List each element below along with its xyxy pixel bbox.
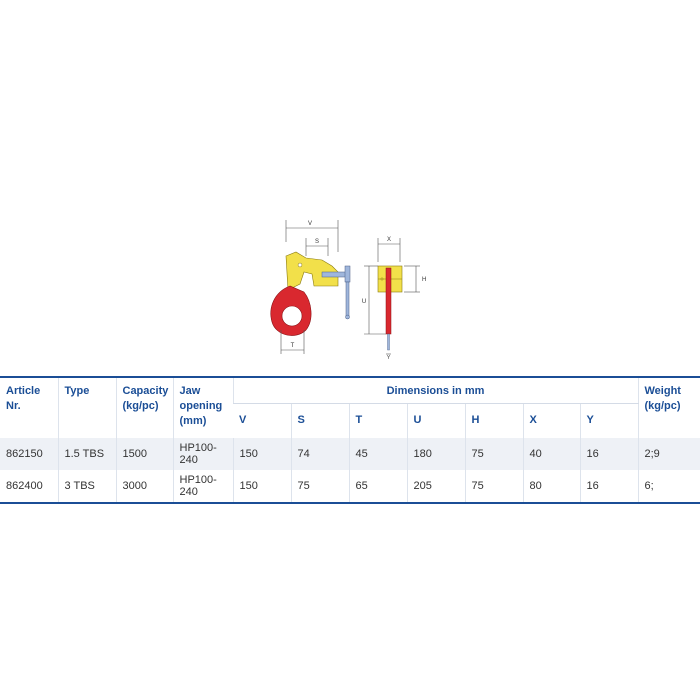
dim-label-u: U bbox=[361, 299, 367, 305]
cell-dim-x: 80 bbox=[523, 470, 580, 503]
dim-label-x: X bbox=[386, 237, 392, 243]
clamp-bolt bbox=[322, 272, 346, 277]
header-article: Article Nr. bbox=[0, 377, 58, 438]
table-row bbox=[0, 470, 700, 503]
cell-dim-v: 150 bbox=[233, 470, 291, 503]
header-dim-h: H bbox=[465, 404, 523, 439]
cell-jaw-opening: HP100-240 bbox=[173, 470, 233, 503]
cell-dim-u: 205 bbox=[407, 470, 465, 503]
cell-dim-x: 40 bbox=[523, 438, 580, 470]
header-dim-s: S bbox=[291, 404, 349, 439]
header-jaw-opening: Jaw opening (mm) bbox=[173, 377, 233, 438]
header-dim-y: Y bbox=[580, 404, 638, 439]
header-dim-v: V bbox=[239, 414, 247, 426]
cell-dim-t: 45 bbox=[349, 438, 407, 470]
specification-table bbox=[0, 376, 700, 504]
cell-article: 862400 bbox=[0, 470, 58, 503]
cell-dim-s: 75 bbox=[291, 470, 349, 503]
cell-dim-h: 75 bbox=[465, 470, 523, 503]
cell-weight: 6; bbox=[638, 470, 700, 503]
cell-type: 1.5 TBS bbox=[58, 438, 116, 470]
front-eye-plate bbox=[386, 268, 391, 334]
cell-dim-s: 74 bbox=[291, 438, 349, 470]
cell-weight: 2;9 bbox=[638, 438, 700, 470]
cell-type: 3 TBS bbox=[58, 470, 116, 503]
header-dim-u: U bbox=[407, 404, 465, 439]
header-capacity: Capacity (kg/pc) bbox=[116, 377, 173, 438]
cell-dim-t: 65 bbox=[349, 470, 407, 503]
cell-article: 862150 bbox=[0, 438, 58, 470]
beam-clamp-diagram bbox=[260, 212, 440, 362]
header-dimensions: Dimensions in mm bbox=[233, 377, 638, 404]
cell-dim-v: 150 bbox=[233, 438, 291, 470]
header-dim-t: T bbox=[349, 404, 407, 439]
dim-label-y: Y bbox=[386, 355, 391, 361]
header-dim-x: X bbox=[523, 404, 580, 439]
cell-dim-y: 16 bbox=[580, 438, 638, 470]
front-view bbox=[362, 237, 427, 361]
cell-dim-y: 16 bbox=[580, 470, 638, 503]
dim-label-h: H bbox=[422, 277, 427, 283]
side-view bbox=[271, 220, 350, 354]
header-weight: Weight (kg/pc) bbox=[638, 377, 700, 438]
cell-dim-h: 75 bbox=[465, 438, 523, 470]
dim-label-s: S bbox=[314, 239, 320, 245]
cell-dim-u: 180 bbox=[407, 438, 465, 470]
table-row bbox=[0, 438, 700, 470]
cell-capacity: 3000 bbox=[116, 470, 173, 503]
dim-label-v: V bbox=[307, 221, 313, 227]
cell-capacity: 1500 bbox=[116, 438, 173, 470]
cell-jaw-opening: HP100-240 bbox=[173, 438, 233, 470]
header-type: Type bbox=[58, 377, 116, 438]
dim-label-t: T bbox=[290, 343, 295, 349]
clamp-body bbox=[286, 252, 338, 290]
